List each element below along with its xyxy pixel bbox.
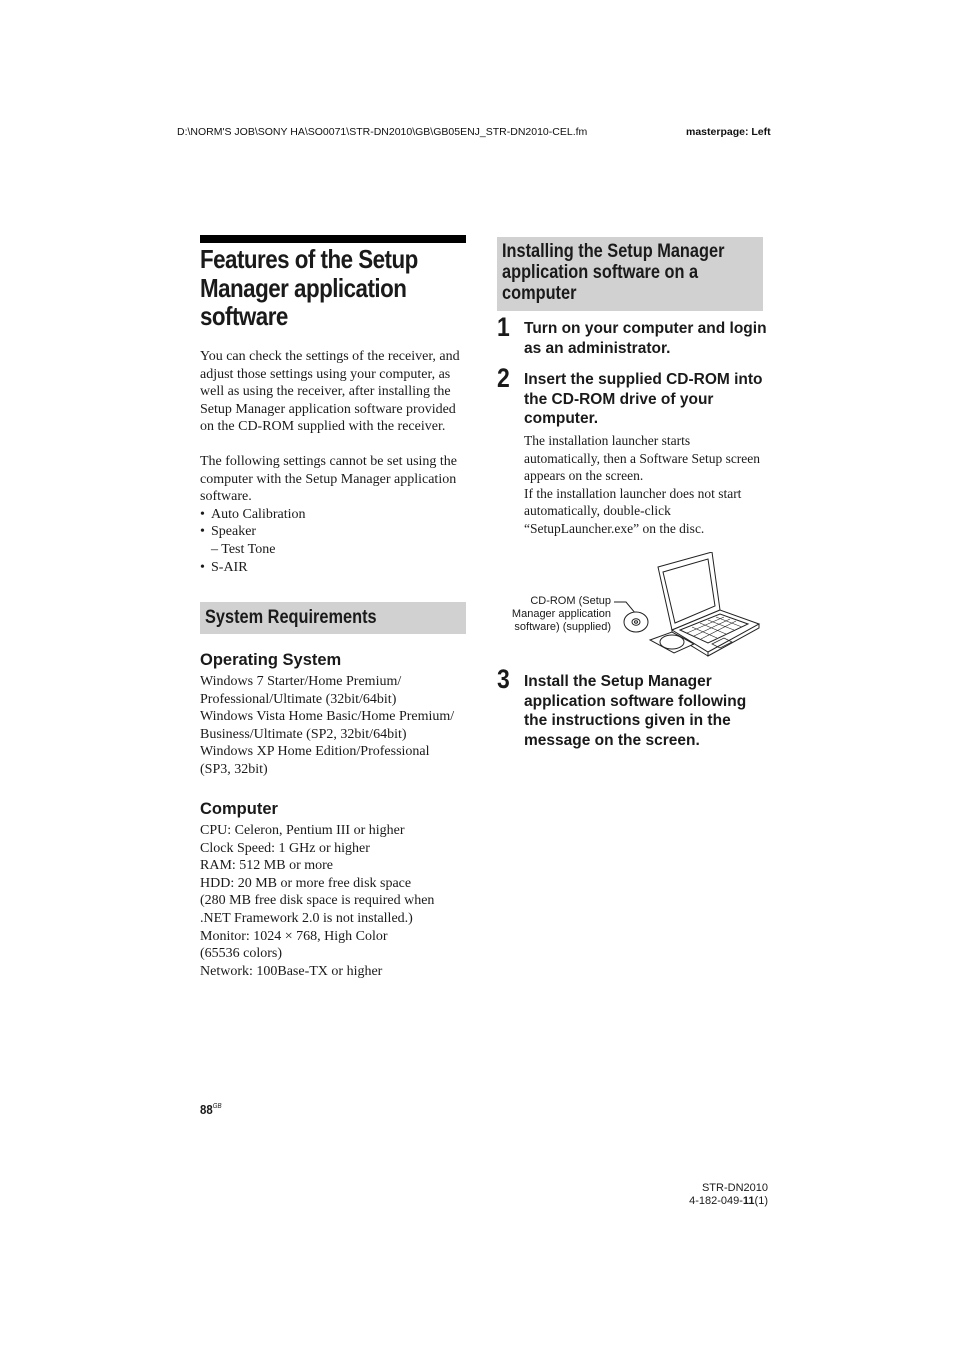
os-line: Professional/Ultimate (32bit/64bit) [200,691,397,707]
computer-requirements-list [200,822,470,980]
page-number-suffix: GB [212,1103,222,1110]
list-subitem: – Test Tone [211,541,276,557]
intro-paragraph: You can check the settings of the receiver, and adjust those settings using your computer, as well as using the receiver, after installing the Setup Manager application software provided on the CD-ROM supplied with the receiver. [200,349,460,435]
computer-line: HDD: 20 MB or more free disk space [200,875,412,891]
system-requirements-label: System Requirements [205,607,377,628]
computer-line: .NET Framework 2.0 is not installed.) [200,910,413,926]
page-number [200,1102,222,1117]
os-line: Windows XP Home Edition/Professional [200,744,430,760]
computer-line: Monitor: 1024 × 768, High Color [200,928,388,944]
step-2-body-line: If the installation launcher does not start automatically, double-click “SetupLauncher.exe” on the disc. [524,485,742,536]
list-item: • S-AIR [200,559,466,577]
os-line: Windows 7 Starter/Home Premium/ [200,674,402,689]
settings-paragraph [200,453,466,576]
computer-line: (65536 colors) [200,946,283,962]
step-2-number: 2 [497,363,510,393]
cd-rom-disc-icon [624,612,648,632]
os-line: Business/Ultimate (SP2, 32bit/64bit) [200,726,407,742]
masterpage-label: masterpage: Left [686,126,771,138]
page-title: Features of the Setup Manager application software [200,244,418,331]
settings-intro: The following settings cannot be set using the computer with the Setup Manager application software. [200,454,458,505]
os-line: (SP3, 32bit) [200,761,268,777]
file-path-header: D:\NORM'S JOB\SONY HA\SO0071\STR-DN2010\GB\GB05ENJ_STR-DN2010-CEL.fm [177,126,588,138]
computer-line: Network: 100Base-TX or higher [200,963,383,979]
list-item: • Speaker [200,523,466,541]
settings-list [200,506,466,576]
os-line: Windows Vista Home Basic/Home Premium/ [200,709,455,725]
cd-rom-callout [496,595,611,634]
computer-line: (280 MB free disk space is required when [200,893,435,909]
model-number: STR-DN2010 [701,1182,768,1194]
computer-line: Clock Speed: 1 GHz or higher [200,840,370,856]
step-3-text: Install the Setup Manager application software following the instructions given in the message on the screen. [524,673,747,749]
step-3-number: 3 [497,664,510,694]
title-rule [200,235,466,243]
part-code: 4-182-049-11(1) [689,1194,768,1207]
computer-heading: Computer [200,800,278,818]
operating-system-heading: Operating System [200,651,342,669]
operating-system-list [200,673,470,779]
computer-line: CPU: Celeron, Pentium III or higher [200,823,405,838]
step-1-number: 1 [497,312,510,342]
step-2-description [524,432,769,538]
step-1-text: Turn on your computer and login as an administrator. [524,320,767,357]
system-requirements-heading [200,602,466,634]
page-number-value: 88 [200,1102,213,1117]
installing-heading [497,237,763,311]
callout-line: CD-ROM (Setup [530,595,611,607]
list-item: • Auto Calibration [200,506,466,524]
model-footer [600,1182,768,1207]
callout-line: Manager application [511,608,611,620]
computer-line: RAM: 512 MB or more [200,858,333,874]
callout-line: software) (supplied) [514,621,611,633]
laptop-cd-illustration [612,552,762,658]
step-2-body-line: The installation launcher starts automatically, then a Software Setup screen appears on the screen. [524,433,761,484]
step-2-text: Insert the supplied CD-ROM into the CD-ROM drive of your computer. [524,371,763,427]
installing-heading-label: Installing the Setup Manager application software on a computer [502,241,725,304]
